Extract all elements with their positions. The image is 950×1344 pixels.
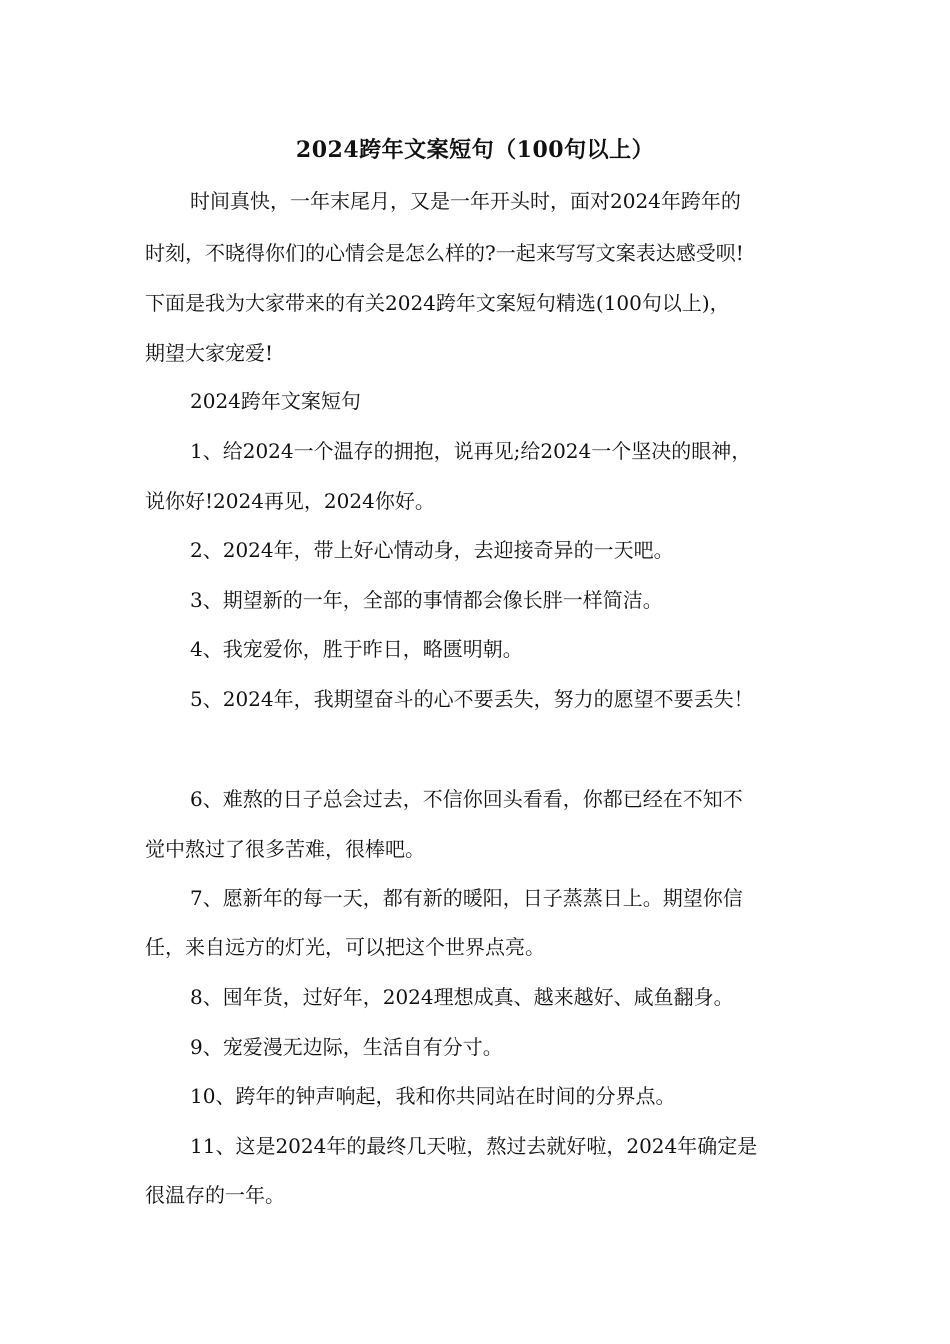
intro-line-3: 下面是我为大家带来的有关2024跨年文案短句精选(100句以上)， (145, 291, 730, 315)
list-item-3: 3、期望新的一年，全部的事情都会像长胖一样简洁。 (190, 588, 663, 612)
list-item-1-line-2: 说你好!2024再见，2024你好。 (145, 489, 435, 513)
intro-line-1: 时间真快，一年末尾月，又是一年开头时，面对2024年跨年的 (190, 189, 741, 213)
list-item-6-line-1: 6、难熬的日子总会过去，不信你回头看看，你都已经在不知不 (190, 787, 743, 811)
intro-line-2: 时刻，不晓得你们的心情会是怎么样的?一起来写写文案表达感受呗! (145, 241, 744, 265)
list-item-9: 9、宠爱漫无边际，生活自有分寸。 (190, 1035, 503, 1059)
intro-line-4: 期望大家宠爱! (145, 341, 274, 365)
list-item-6-line-2: 觉中熬过了很多苦难，很棒吧。 (145, 837, 425, 861)
list-item-1-line-1: 1、给2024一个温存的拥抱，说再见;给2024一个坚决的眼神， (190, 439, 752, 463)
section-heading: 2024跨年文案短句 (190, 389, 361, 413)
list-item-5: 5、2024年，我期望奋斗的心不要丢失，努力的愿望不要丢失！ (190, 687, 754, 711)
page-title: 2024跨年文案短句（100句以上） (295, 137, 655, 163)
list-item-7-line-2: 任，来自远方的灯光，可以把这个世界点亮。 (145, 935, 545, 959)
list-item-10: 10、跨年的钟声响起，我和你共同站在时间的分界点。 (190, 1084, 676, 1108)
list-item-7-line-1: 7、愿新年的每一天，都有新的暖阳，日子蒸蒸日上。期望你信 (190, 886, 743, 910)
list-item-8: 8、囤年货，过好年，2024理想成真、越来越好、咸鱼翻身。 (190, 985, 734, 1009)
list-item-11-line-1: 11、这是2024年的最终几天啦，熬过去就好啦，2024年确定是 (190, 1134, 758, 1158)
list-item-2: 2、2024年，带上好心情动身，去迎接奇异的一天吧。 (190, 538, 674, 562)
list-item-11-line-2: 很温存的一年。 (145, 1183, 285, 1207)
list-item-4: 4、我宠爱你，胜于昨日，略匮明朝。 (190, 637, 523, 661)
